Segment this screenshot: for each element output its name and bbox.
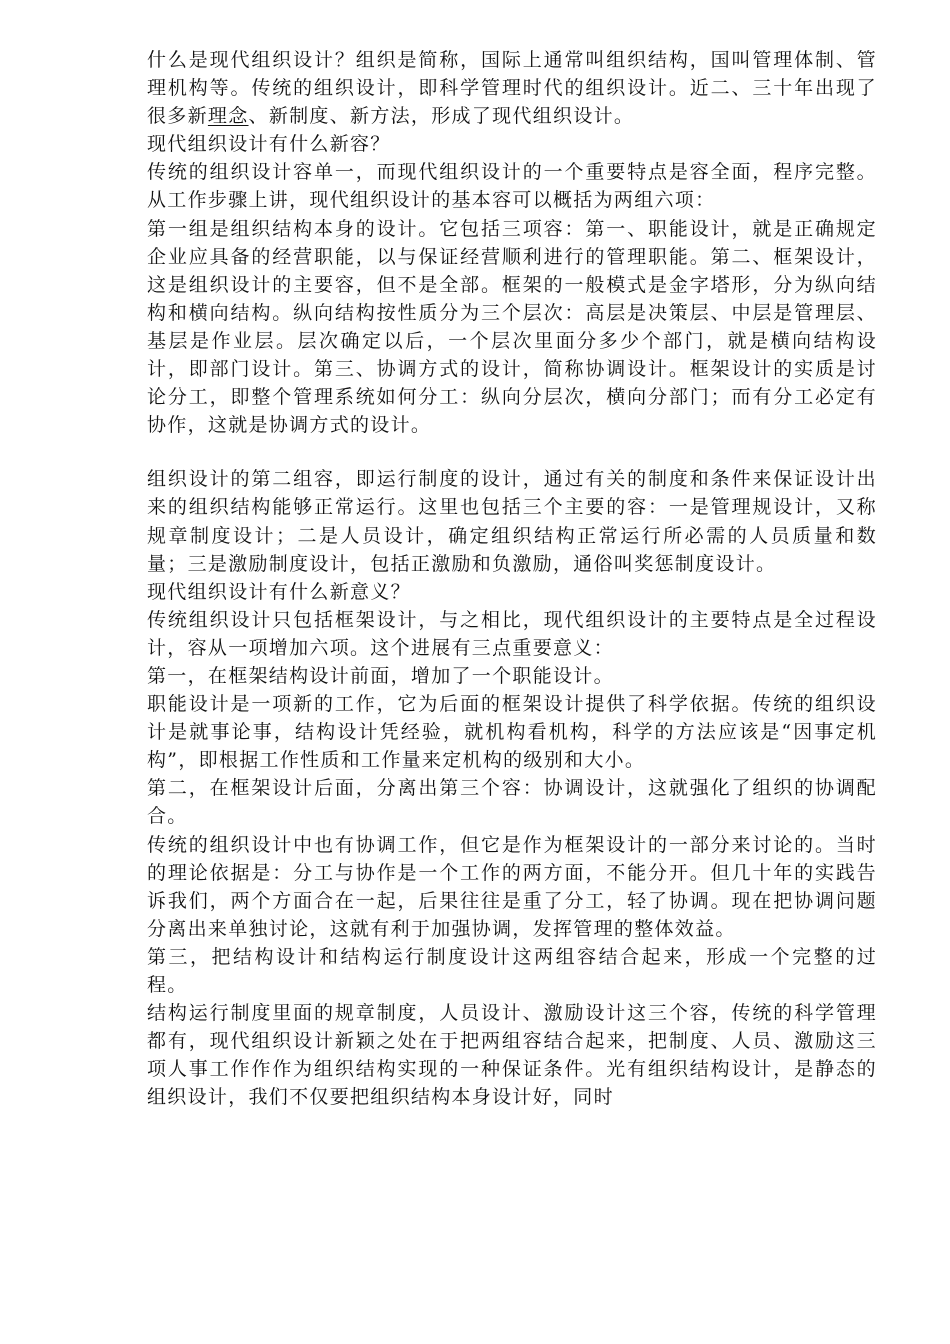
paragraph-second-group: 组织设计的第二组容，即运行制度的设计，通过有关的制度和条件来保证设计出来的组织结构能够正常运行。这里也包括三个主要的容：一是管理规设计，又称规章制度设计；二是人员设计，确定组织结构正常运行所必需的人员质量和数量；三是激励制度设计，包括正激励和负激励，通俗叫奖惩制度设计。 <box>147 468 877 575</box>
document-page <box>147 46 877 1111</box>
underlined-term: 理念 <box>207 105 249 128</box>
paragraph-intro <box>147 46 877 130</box>
paragraph-function-design: 职能设计是一项新的工作，它为后面的框架设计提供了科学依据。传统的组织设计是就事论事，结构设计凭经验，就机构看机构，科学的方法应该是“因事定机构”，即根据工作性质和工作量来定机构的级别和大小。 <box>147 693 877 772</box>
paragraph-traditional-vs-modern: 传统的组织设计容单一，而现代组织设计的一个重要特点是容全面，程序完整。从工作步骤上讲，现代组织设计的基本容可以概括为两组六项： <box>147 161 877 212</box>
question-heading-new-meaning: 现代组织设计有什么新意义？ <box>147 580 411 603</box>
point-second: 第二，在框架设计后面，分离出第三个容：协调设计，这就强化了组织的协调配合。 <box>147 777 877 828</box>
paragraph-operation-system: 结构运行制度里面的规章制度，人员设计、激励设计这三个容，传统的科学管理都有，现代组织设计新颖之处在于把两组容结合起来，把制度、人员、激励这三项人事工作作作为组织结构实现的一种保证条件。光有组织结构设计，是静态的组织设计，我们不仅要把组织结构本身设计好，同时 <box>147 1002 877 1109</box>
point-first: 第一，在框架结构设计前面，增加了一个职能设计。 <box>147 664 614 687</box>
intro-text-before: 什么是现代组织设计？组织是简称，国际上通常叫组织结构，国叫管理体制、管理机构等。传统的组织设计，即科学管理时代的组织设计。近二、三十年出现了很多新 <box>147 49 877 128</box>
question-heading-new-content: 现代组织设计有什么新容？ <box>147 133 391 156</box>
paragraph-coordination: 传统的组织设计中也有协调工作，但它是作为框架设计的一部分来讨论的。当时的理论依据是：分工与协作是一个工作的两方面，不能分开。但几十年的实践告诉我们，两个方面合在一起，后果往往是重了分工，轻了协调。现在把协调问题分离出来单独讨论，这就有利于加强协调，发挥管理的整体效益。 <box>147 833 877 940</box>
point-third: 第三，把结构设计和结构运行制度设计这两组容结合起来，形成一个完整的过程。 <box>147 945 877 996</box>
intro-text-after: 、新制度、新方法，形成了现代组织设计。 <box>248 105 635 128</box>
paragraph-three-meanings: 传统组织设计只包括框架设计，与之相比，现代组织设计的主要特点是全过程设计，容从一项增加六项。这个进展有三点重要意义： <box>147 608 877 659</box>
paragraph-first-group: 第一组是组织结构本身的设计。它包括三项容：第一、职能设计，就是正确规定企业应具备的经营职能，以与保证经营顺利进行的管理职能。第二、框架设计，这是组织设计的主要容，但不是全部。框架的一般模式是金字塔形，分为纵向结构和横向结构。纵向结构按性质分为三个层次：高层是决策层、中层是管理层、基层是作业层。层次确定以后，一个层次里面分多少个部门，就是横向结构设计，即部门设计。第三、协调方式的设计，简称协调设计。框架设计的实质是讨论分工，即整个管理系统如何分工：纵向分层次，横向分部门；而有分工必定有协作，这就是协调方式的设计。 <box>147 217 877 437</box>
